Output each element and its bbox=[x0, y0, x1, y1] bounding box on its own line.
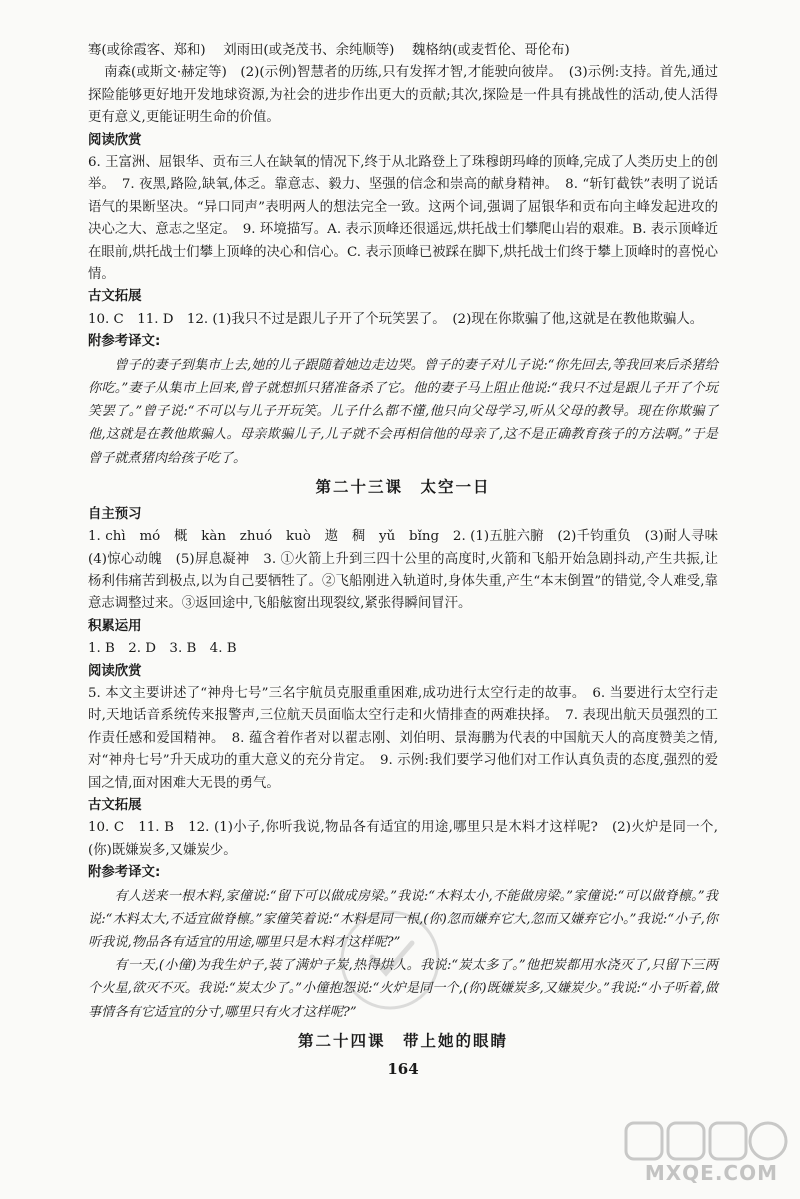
lesson-title: 第二十四课 带上她的眼睛 bbox=[297, 1030, 508, 1050]
faded-stamp-icon bbox=[330, 905, 450, 1015]
section-heading: 阅读欣赏 bbox=[88, 132, 142, 148]
page-number: 164 bbox=[387, 1059, 419, 1078]
answer-text: 1. chì mó 概 kàn zhuó kuò 遨 稠 yǔ bǐng 2. (1)五脏六腑 (2)千钧重负 (3)耐人寻味 (4)惊心动魄 (5)屏息凝神 3. ①火箭上升到三四十公里的高度时,火箭和飞船开始急剧抖动,产生共振,让杨利伟痛苦到极点,以为自己要牺牲了。②飞船刚进入轨道时,身体失重,产生“本末倒置”的错觉,令人难受,靠意志调整过来。③返回途中,飞船舷窗出现裂纹,紧张得瞬间冒汗。 bbox=[88, 529, 732, 612]
translation-text: 曾子的妻子到集市上去,她的儿子跟随着她边走边哭。曾子的妻子对儿子说:“你先回去,等我回来后杀猪给你吃。”妻子从集市上回来,曾子就想抓只猪准备杀了它。他的妻子马上阻止他说:“我只不过是跟儿子开了个玩笑罢了。”曾子说:“不可以与儿子开玩笑。儿子什么都不懂,他只向父母学习,听从父母的教导。现在你欺骗了他,这就是在教他欺骗人。母亲欺骗儿子,儿子就不会再相信他的母亲了,这不是正确教育孩子的方法啊。”于是曾子就煮猪肉给孩子吃了。 bbox=[88, 357, 718, 466]
answer-text: 1. B 2. D 3. B 4. B bbox=[88, 641, 237, 657]
section-heading: 积累运用 bbox=[88, 618, 142, 634]
section-heading: 自主预习 bbox=[88, 506, 142, 522]
answer-text: 骞(或徐霞客、郑和) 刘雨田(或尧茂书、余纯顺等) 魏格纳(或麦哲伦、哥伦布) bbox=[88, 43, 570, 58]
watermark-badge-icon bbox=[622, 1119, 792, 1167]
answer-text: 南森(或斯文·赫定等) (2)(示例)智慧者的历练,只有发挥才智,才能驶向彼岸。 (3)示例:支持。首先,通过探险能够更好地开发地球资源,为社会的进步作出更大的贡献;其次,探险是一件具有挑战性的活动,使人活得更有意义,更能证明生命的价值。 bbox=[88, 65, 718, 126]
section-heading: 古文拓展 bbox=[88, 289, 142, 305]
answer-text: 10. C 11. B 12. (1)小子,你听我说,物品各有适宜的用途,哪里只是木料才这样呢? (2)火炉是同一个,(你)既嫌炭多,又嫌炭少。 bbox=[88, 820, 718, 858]
answer-text: 10. C 11. D 12. (1)我只不过是跟儿子开了个玩笑罢了。 (2)现在你欺骗了他,这就是在教他欺骗人。 bbox=[88, 311, 704, 327]
section-heading: 附参考译文: bbox=[88, 334, 161, 350]
answer-text: 6. 王富洲、屈银华、贡布三人在缺氧的情况下,终于从北路登上了珠穆朗玛峰的顶峰,完成了人类历史上的创举。 7. 夜黑,路险,缺氧,体乏。靠意志、毅力、坚强的信念和崇高的献身精神。 8. “斩钉截铁”表明了说话语气的果断坚决。“异口同声”表明两人的想法完全一致。这两个词,强调了屈银华和贡布向主峰发起进攻的决心之大、意志之坚定。 9. 环境描写。A. 表示顶峰还很遥远,烘托战士们攀爬山岩的艰难。B. 表示顶峰近在眼前,烘托战士们攀上顶峰的决心和信心。C. 表示顶峰已被踩在脚下,烘托战士们终于攀上顶峰时的喜悦心情。 bbox=[88, 155, 718, 283]
watermark-text: MXQE.COM bbox=[644, 1161, 778, 1185]
watermark-logo bbox=[622, 1119, 792, 1191]
lesson-title: 第二十三课 太空一日 bbox=[315, 476, 491, 496]
translation-block bbox=[88, 354, 718, 470]
translation-text: 有一天,(小僮)为我生炉子,装了满炉子炭,热得烘人。我说:“炭太多了。”他把炭都用水浇灭了,只留下三两个火星,欲灭不灭。我说:“炭太少了。”小僮抱怨说:“火炉是同一个,(你)既嫌炭多,又嫌炭少。”我说:“小子听着,做事情各有它适宜的分寸,哪里只有火才这样呢?” bbox=[88, 958, 718, 1020]
section-heading: 古文拓展 bbox=[88, 797, 142, 813]
section-heading: 附参考译文: bbox=[88, 865, 161, 881]
answer-text: 5. 本文主要讲述了“神舟七号”三名宇航员克服重重困难,成功进行太空行走的故事。 6. 当要进行太空行走时,天地话音系统传来报警声,三位航天员面临太空行走和火情排查的两难抉择。 7. 表现出航天员强烈的工作责任感和爱国精神。 8. 蕴含着作者对以翟志刚、刘伯明、景海鹏为代表的中国航天人的高度赞美之情,对“神舟七号”升天成功的重大意义的充分肯定。 9. 示例:我们要学习他们对工作认真负责的态度,强烈的爱国之情,面对困难大无畏的勇气。 bbox=[88, 685, 718, 791]
translation-text: 有人送来一根木料,家僮说:“留下可以做成房梁。”我说:“木料太小,不能做房梁。”家僮说:“可以做脊檩。”我说:“木料太大,不适宜做脊檩。”家僮笑着说:“木料是同一根,(你)忽而嫌弃它大,忽而又嫌弃它小。”我说:“小子,你听我说,物品各有适宜的用途,哪里只是木料才这样呢?” bbox=[88, 888, 718, 951]
section-heading: 阅读欣赏 bbox=[88, 663, 142, 679]
